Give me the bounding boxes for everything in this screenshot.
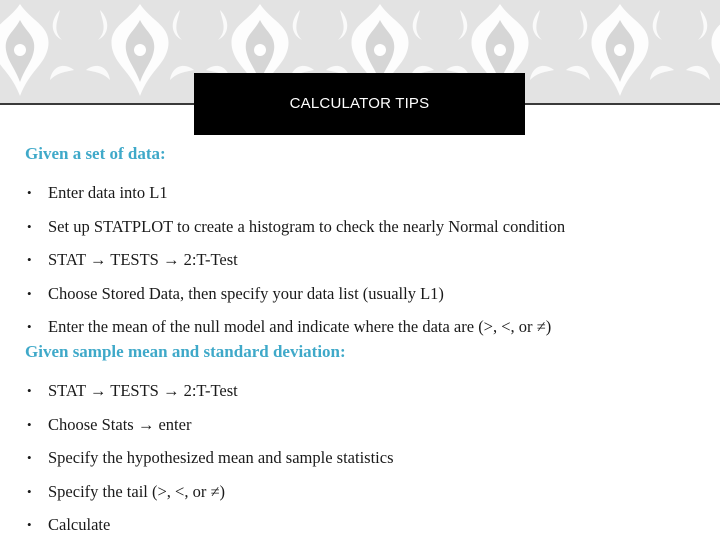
bullet-icon: • xyxy=(27,252,32,268)
section-given-data xyxy=(25,142,705,344)
bullet-list xyxy=(25,374,705,542)
bullet-list xyxy=(25,176,705,344)
list-item-text: Specify the tail (>, <, or ≠) xyxy=(48,481,226,501)
slide-content xyxy=(25,142,705,535)
list-item xyxy=(25,408,705,442)
section-heading: Given a set of data: xyxy=(25,144,166,163)
bullet-icon: • xyxy=(27,382,32,398)
slide-title-text: CALCULATOR TIPS xyxy=(289,94,430,112)
list-item xyxy=(25,243,705,277)
list-item xyxy=(25,441,705,475)
slide-title xyxy=(194,73,525,135)
section-given-stats xyxy=(25,340,705,542)
list-item-text: STAT → TESTS → 2:T-Test xyxy=(48,380,238,400)
list-item-text: Choose Stats → enter xyxy=(48,414,192,434)
list-item xyxy=(25,310,705,344)
list-item-text: Enter the mean of the null model and indicate where the data are (>, <, or ≠) xyxy=(48,317,552,337)
bullet-icon: • xyxy=(27,285,32,301)
bullet-icon: • xyxy=(27,517,32,533)
list-item-text: Set up STATPLOT to create a histogram to check the nearly Normal condition xyxy=(48,216,566,236)
list-item xyxy=(25,374,705,408)
list-item-text: Specify the hypothesized mean and sample statistics xyxy=(48,448,394,468)
bullet-icon: • xyxy=(27,218,32,234)
bullet-icon: • xyxy=(27,416,32,432)
list-item xyxy=(25,176,705,210)
list-item-text: Calculate xyxy=(48,515,111,535)
bullet-icon: • xyxy=(27,319,32,335)
list-item-text: Enter data into L1 xyxy=(48,183,168,202)
list-item xyxy=(25,277,705,311)
section-heading: Given sample mean and standard deviation: xyxy=(25,341,346,361)
list-item xyxy=(25,475,705,509)
list-item xyxy=(25,508,705,542)
list-item xyxy=(25,210,705,244)
bullet-icon: • xyxy=(27,185,32,200)
list-item-text: Choose Stored Data, then specify your data list (usually L1) xyxy=(48,283,444,303)
list-item-text: STAT → TESTS → 2:T-Test xyxy=(48,250,238,270)
bullet-icon: • xyxy=(27,450,32,466)
bullet-icon: • xyxy=(27,483,32,499)
